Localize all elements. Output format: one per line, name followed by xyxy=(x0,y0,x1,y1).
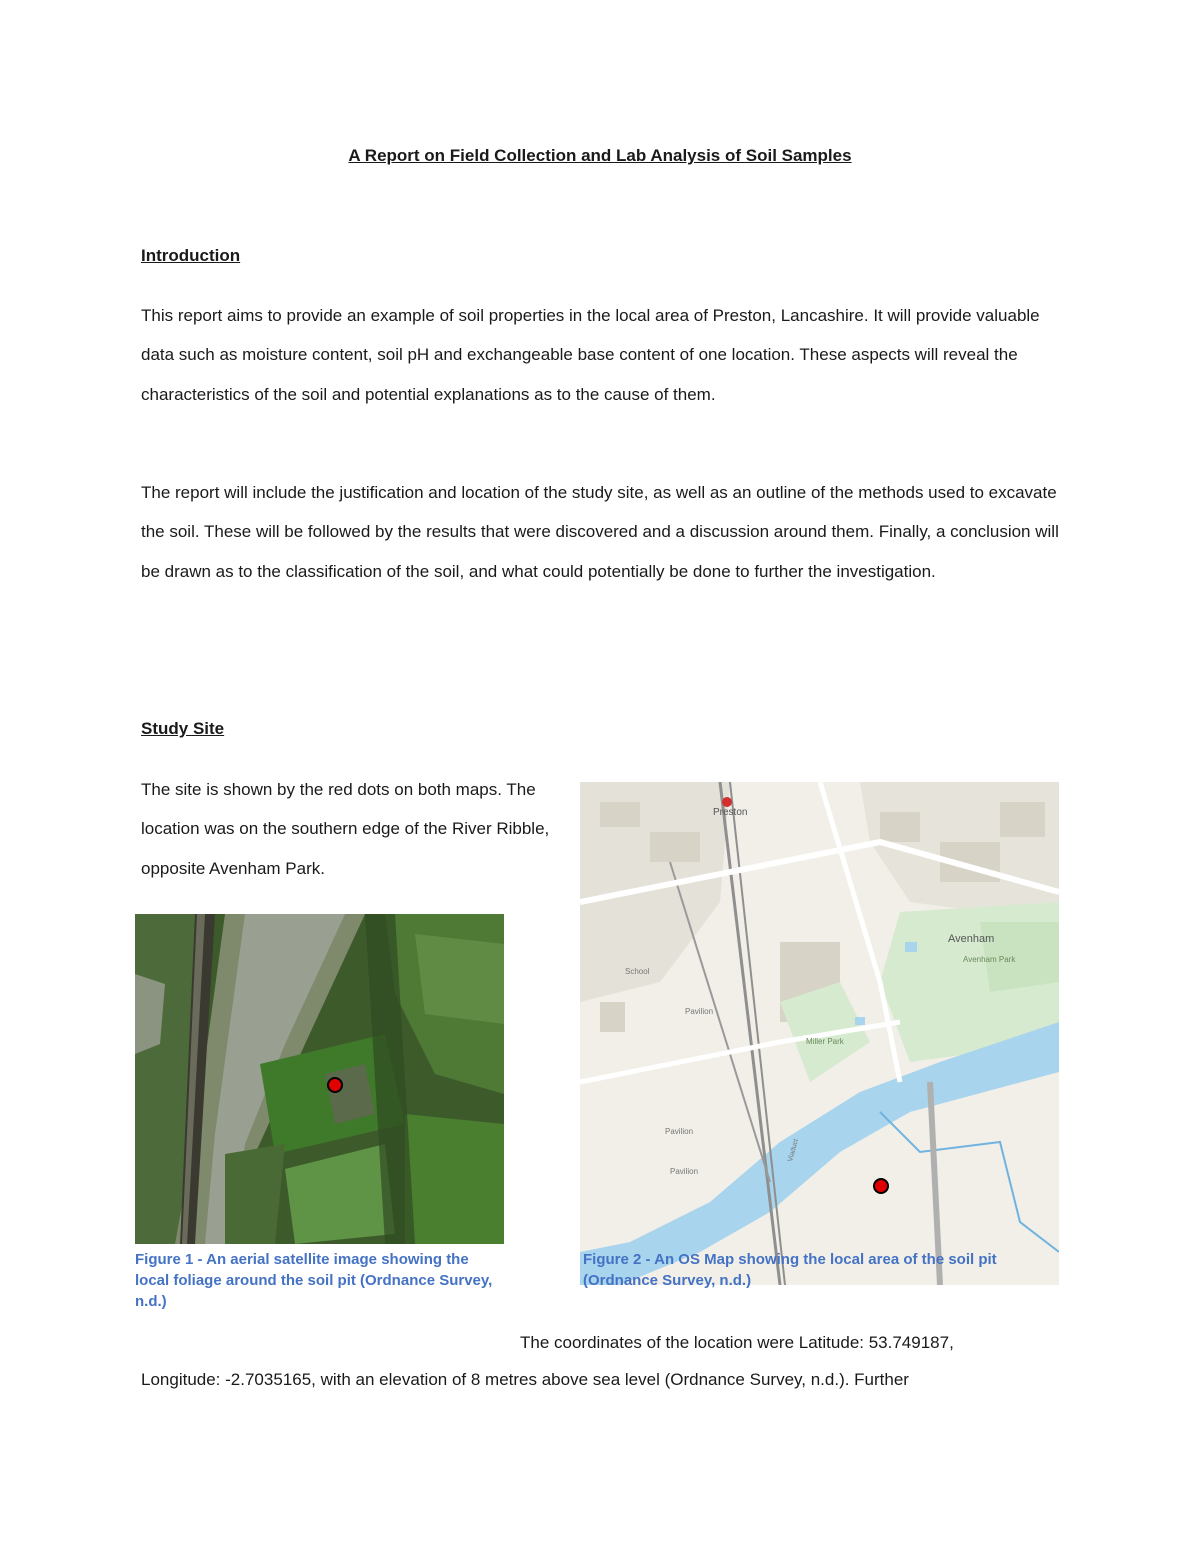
coordinates-line-2: Longitude: -2.7035165, with an elevation of 8 metres above sea level (Ordnance Survey, n.d.). Further xyxy=(141,1370,909,1389)
map-label-pavilion-2: Pavilion xyxy=(665,1127,694,1136)
figure-2-os-map xyxy=(580,782,1059,1285)
section-heading-study-site: Study Site xyxy=(141,719,225,738)
site-dot-map xyxy=(874,1179,888,1193)
page-title: A Report on Field Collection and Lab Analysis of Soil Samples xyxy=(348,146,852,165)
section-heading-introduction: Introduction xyxy=(141,246,241,265)
station-icon xyxy=(722,797,732,807)
map-label-avenham: Avenham xyxy=(948,933,995,945)
map-label-pavilion-3: Pavilion xyxy=(670,1167,699,1176)
map-label-station: Preston xyxy=(713,807,748,818)
map-label-avenham-park: Avenham Park xyxy=(963,955,1016,964)
figure-1-aerial-image xyxy=(135,914,504,1244)
map-label-viaduct: Viaduct xyxy=(787,1138,800,1163)
figure-2-caption: Figure 2 - An OS Map showing the local area of the soil pit (Ordnance Survey, n.d.) xyxy=(583,1251,997,1289)
os-map-graphic xyxy=(580,782,1059,1285)
figure-1-caption: Figure 1 - An aerial satellite image showing the local foliage around the soil pit (Ordnance Survey, n.d.) xyxy=(135,1251,493,1310)
map-label-miller-park: Miller Park xyxy=(806,1037,844,1046)
map-label-school: School xyxy=(625,967,650,976)
intro-paragraph-1: This report aims to provide an example of soil properties in the local area of Preston, Lancashire. It will provide valuable data such as moisture content, soil pH and exchangeable base content of one location. These aspects will reveal the characteristics of the soil and potential explanations as to the cause of them. xyxy=(141,306,1040,404)
map-label-pavilion-1: Pavilion xyxy=(685,1007,714,1016)
coordinates-line-1: The coordinates of the location were Latitude: 53.749187, xyxy=(520,1333,954,1352)
site-dot-aerial xyxy=(328,1078,342,1092)
study-site-paragraph: The site is shown by the red dots on both maps. The location was on the southern edge of the River Ribble, opposite Avenham Park. xyxy=(141,780,550,878)
aerial-image-graphic xyxy=(135,914,504,1244)
intro-paragraph-2: The report will include the justification and location of the study site, as well as an outline of the methods used to excavate the soil. These will be followed by the results that were discovered and a discussion around them. Finally, a conclusion will be drawn as to the classification of the soil, and what could potentially be done to further the investigation. xyxy=(141,483,1059,581)
